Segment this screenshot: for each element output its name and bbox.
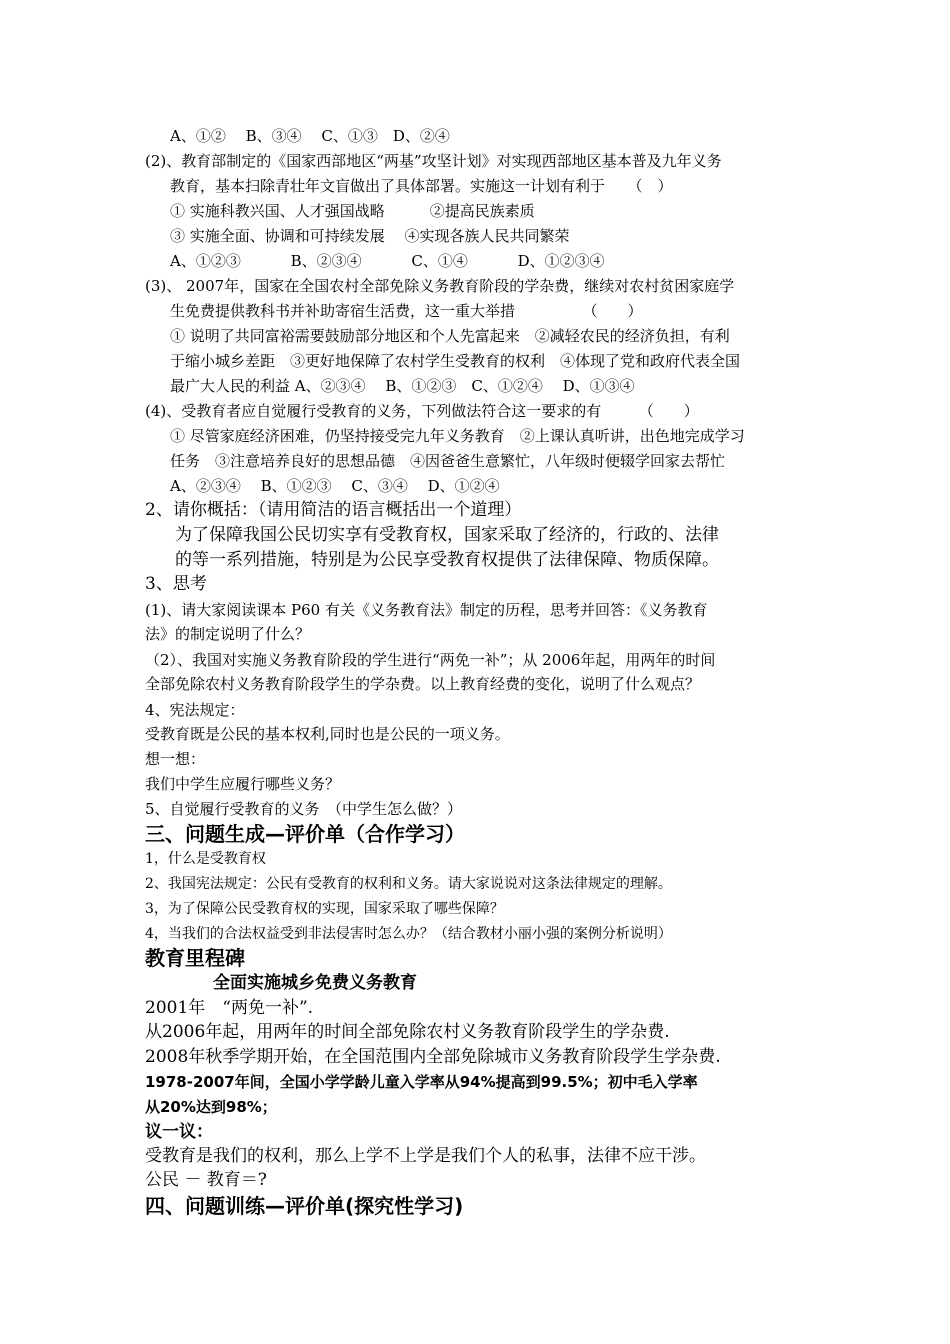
q3-stem-line1: (3)、 2007年，国家在全国农村全部免除义务教育阶段的学杂费，继续对农村贫困家庭学 <box>145 277 735 295</box>
think-1-line2: 法》的制定说明了什么？ <box>145 625 311 643</box>
discuss-heading: 议一议： <box>145 1122 213 1142</box>
q4-stem: (4)、受教育者应自觉履行受教育的义务，下列做法符合这一要求的有 （ ） <box>145 402 699 420</box>
milestone-2001: 2001年 “两免一补”. <box>145 998 314 1018</box>
milestone-subtitle: 全面实施城乡免费义务教育 <box>213 973 417 993</box>
cooperative-q2: 2、我国宪法规定：公民有受教育的权利和义务。请大家说说对这条法律规定的理解。 <box>145 876 672 892</box>
q2-statements-2: ③ 实施全面、协调和可持续发展 ④实现各族人民共同繁荣 <box>170 227 570 245</box>
q4-options: A、②③④ B、①②③ C、③④ D、①②④ <box>170 477 500 495</box>
cooperative-q1: 1，什么是受教育权 <box>145 851 266 867</box>
section-5-heading: 5、自觉履行受教育的义务 （中学生怎么做？） <box>145 800 463 818</box>
think-prompt: 想一想： <box>145 750 206 768</box>
q2-stem-line2: 教育，基本扫除青壮年文盲做出了具体部署。实施这一计划有利于 （ ） <box>170 177 673 195</box>
discuss-statement: 受教育是我们的权利，那么上学不上学是我们个人的私事，法律不应干涉。 <box>145 1146 706 1166</box>
milestone-title: 教育里程碑 <box>145 946 245 970</box>
q3-statements-2: 于缩小城乡差距 ③更好地保障了农村学生受教育的权利 ④体现了党和政府代表全国 <box>170 352 741 370</box>
q2-statements-1: ① 实施科教兴国、人才强国战略 ②提高民族素质 <box>170 202 535 220</box>
part-4-title: 四、问题训练—评价单(探究性学习) <box>145 1194 464 1218</box>
q3-stem-line2: 生免费提供教科书并补助寄宿生活费，这一重大举措 （ ） <box>170 302 643 320</box>
milestone-2006: 从2006年起，用两年的时间全部免除农村义务教育阶段学生的学杂费. <box>145 1022 670 1042</box>
think-2-line2: 全部免除农村义务教育阶段学生的学杂费。以上教育经费的变化，说明了什么观点？ <box>145 675 701 693</box>
think-2-line1: （2）、我国对实施义务教育阶段的学生进行“两免一补”；从 2006年起，用两年的时间 <box>145 651 716 669</box>
section-2-heading: 2、请你概括：（请用简洁的语言概括出一个道理） <box>145 500 522 520</box>
q3-options: 最广大人民的利益 A、②③④ B、①②③ C、①②④ D、①③④ <box>170 377 635 395</box>
q2-stem-line1: (2)、教育部制定的《国家西部地区“两基”攻坚计划》对实现西部地区基本普及九年义务 <box>145 152 722 170</box>
discuss-equation: 公民 － 教育＝? <box>145 1170 267 1190</box>
q4-statements-2: 任务 ③注意培养良好的思想品德 ④因爸爸生意繁忙，八年级时便辍学回家去帮忙 <box>170 452 726 470</box>
section-2-answer-line2: 的等一系列措施，特别是为公民享受教育权提供了法律保障、物质保障。 <box>175 550 719 570</box>
q2-options: A、①②③ B、②③④ C、①④ D、①②③④ <box>170 252 605 270</box>
q1-options: A、①② B、③④ C、①③ D、②④ <box>170 127 450 145</box>
enrollment-stat-line1: 1978-2007年间，全国小学学龄儿童入学率从94%提高到99.5%；初中毛入学率 <box>145 1073 698 1091</box>
q3-statements-1: ① 说明了共同富裕需要鼓励部分地区和个人先富起来 ②减轻农民的经济负担，有利 <box>170 327 730 345</box>
part-3-title: 三、问题生成—评价单（合作学习） <box>145 822 465 846</box>
q4-statements-1: ① 尽管家庭经济困难，仍坚持接受完九年义务教育 ②上课认真听讲，出色地完成学习 <box>170 427 745 445</box>
cooperative-q4: 4，当我们的合法权益受到非法侵害时怎么办？（结合教材小丽小强的案例分析说明） <box>145 926 672 942</box>
think-1-line1: (1)、请大家阅读课本 P60 有关《义务教育法》制定的历程，思考并回答：《义务教育 <box>145 601 708 619</box>
cooperative-q3: 3，为了保障公民受教育权的实现，国家采取了哪些保障？ <box>145 901 504 917</box>
enrollment-stat-line2: 从20%达到98%； <box>145 1098 277 1116</box>
section-3-heading: 3、思考 <box>145 574 207 594</box>
section-4-heading: 4、宪法规定： <box>145 701 245 719</box>
milestone-2008: 2008年秋季学期开始，在全国范围内全部免除城市义务教育阶段学生学杂费. <box>145 1047 721 1067</box>
think-question: 我们中学生应履行哪些义务？ <box>145 775 341 793</box>
constitution-text: 受教育既是公民的基本权利,同时也是公民的一项义务。 <box>145 725 510 743</box>
section-2-answer-line1: 为了保障我国公民切实享有受教育权，国家采取了经济的，行政的、法律 <box>175 525 719 545</box>
